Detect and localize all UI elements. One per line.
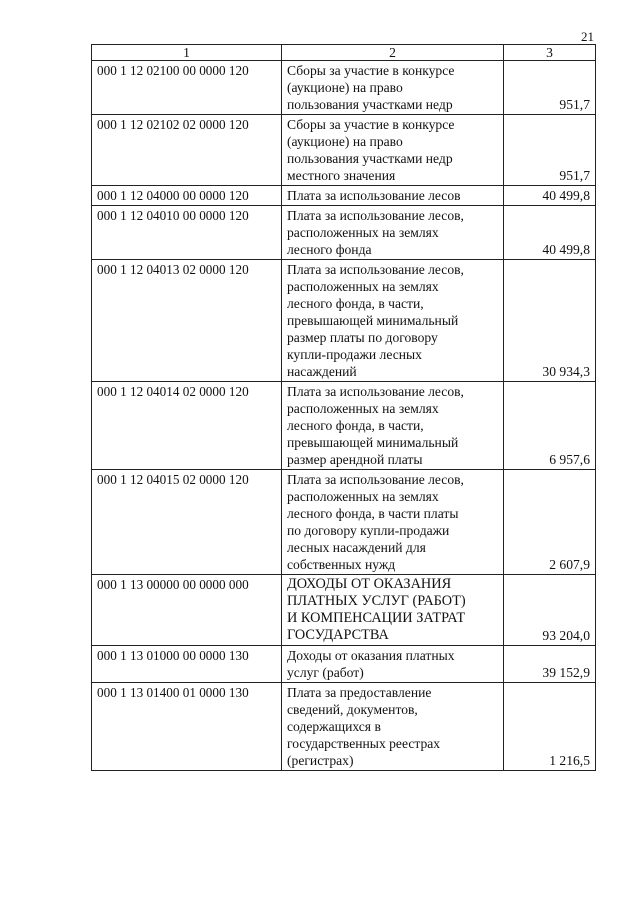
column-header-1: 1: [92, 45, 282, 61]
amount-value: 93 204,0: [504, 575, 596, 646]
table-row: [92, 260, 596, 382]
classification-code: 000 1 12 02100 00 0000 120: [92, 61, 282, 115]
amount-value: 40 499,8: [504, 186, 596, 206]
table-row: [92, 186, 596, 206]
revenue-name: Плата за использование лесов: [282, 186, 504, 206]
table-row: [92, 683, 596, 771]
amount-value: 951,7: [504, 61, 596, 115]
revenue-name: Плата за использование лесов, расположенных на землях лесного фонда: [282, 206, 504, 260]
page-number: 21: [581, 29, 594, 44]
amount-value: 40 499,8: [504, 206, 596, 260]
amount-value: 2 607,9: [504, 470, 596, 575]
classification-code: 000 1 13 01400 01 0000 130: [92, 683, 282, 771]
revenue-name: Сборы за участие в конкурсе (аукционе) на право пользования участками недр местного значения: [282, 115, 504, 186]
column-header-3: 3: [504, 45, 596, 61]
classification-code: 000 1 12 04000 00 0000 120: [92, 186, 282, 206]
classification-code: 000 1 12 04015 02 0000 120: [92, 470, 282, 575]
table-header-row: [92, 45, 596, 61]
classification-code: 000 1 13 00000 00 0000 000: [92, 575, 282, 646]
revenue-name: Плата за предоставление сведений, документов, содержащихся в государственных реестрах (регистрах): [282, 683, 504, 771]
budget-revenue-table: [91, 44, 596, 771]
revenue-name: Плата за использование лесов, расположенных на землях лесного фонда, в части, превышающей минимальный размер платы по договору купли-продажи лесных насаждений: [282, 260, 504, 382]
revenue-name: Плата за использование лесов, расположенных на землях лесного фонда, в части платы по договору купли-продажи лесных насаждений для собственных нужд: [282, 470, 504, 575]
revenue-name: Доходы от оказания платных услуг (работ): [282, 646, 504, 683]
table-row: [92, 646, 596, 683]
revenue-name: ДОХОДЫ ОТ ОКАЗАНИЯ ПЛАТНЫХ УСЛУГ (РАБОТ) И КОМПЕНСАЦИИ ЗАТРАТ ГОСУДАРСТВА: [282, 575, 504, 646]
table-row: [92, 575, 596, 646]
classification-code: 000 1 12 04013 02 0000 120: [92, 260, 282, 382]
revenue-name: Сборы за участие в конкурсе (аукционе) на право пользования участками недр: [282, 61, 504, 115]
table-row: [92, 115, 596, 186]
revenue-name: Плата за использование лесов, расположенных на землях лесного фонда, в части, превышающей минимальный размер арендной платы: [282, 382, 504, 470]
amount-value: 6 957,6: [504, 382, 596, 470]
classification-code: 000 1 12 02102 02 0000 120: [92, 115, 282, 186]
amount-value: 39 152,9: [504, 646, 596, 683]
amount-value: 951,7: [504, 115, 596, 186]
classification-code: 000 1 12 04010 00 0000 120: [92, 206, 282, 260]
amount-value: 1 216,5: [504, 683, 596, 771]
table-row: [92, 470, 596, 575]
column-header-2: 2: [282, 45, 504, 61]
table-row: [92, 206, 596, 260]
table-row: [92, 61, 596, 115]
classification-code: 000 1 13 01000 00 0000 130: [92, 646, 282, 683]
classification-code: 000 1 12 04014 02 0000 120: [92, 382, 282, 470]
amount-value: 30 934,3: [504, 260, 596, 382]
table-row: [92, 382, 596, 470]
